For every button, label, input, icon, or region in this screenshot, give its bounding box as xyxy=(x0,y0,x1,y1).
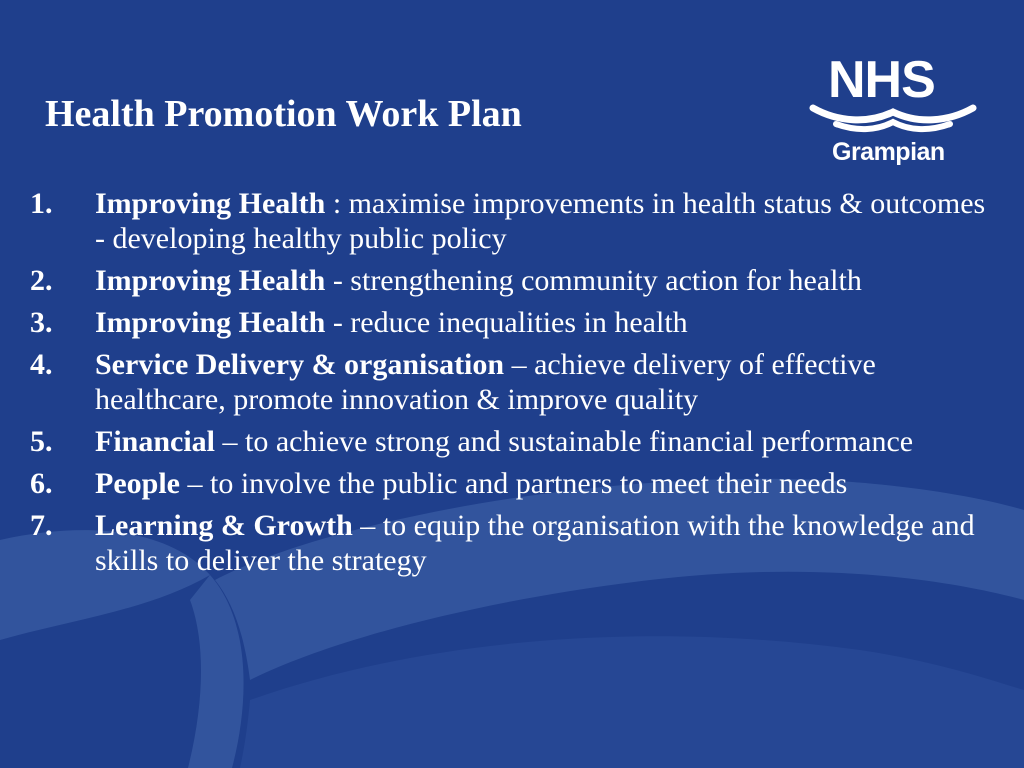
item-text xyxy=(95,347,990,417)
logo-nhs-text: NHS xyxy=(828,51,935,109)
logo-waves-icon xyxy=(808,102,978,138)
work-plan-list xyxy=(30,186,990,585)
item-text xyxy=(95,424,990,459)
list-item xyxy=(30,466,990,501)
item-text xyxy=(95,466,990,501)
item-description: - reduce inequalities in health xyxy=(325,306,688,339)
list-item xyxy=(30,186,990,256)
list-item xyxy=(30,263,990,298)
item-description: – to achieve strong and sustainable financial performance xyxy=(215,425,914,458)
item-heading: People xyxy=(95,467,180,500)
list-item xyxy=(30,347,990,417)
list-item xyxy=(30,508,990,578)
item-text xyxy=(95,305,990,340)
item-description: – to involve the public and partners to meet their needs xyxy=(179,467,848,500)
item-number: 7. xyxy=(30,509,53,542)
list-item xyxy=(30,305,990,340)
item-heading: Service Delivery & organisation xyxy=(95,348,505,381)
item-number: 5. xyxy=(30,425,53,458)
item-heading: Learning & Growth xyxy=(95,509,353,542)
item-text xyxy=(95,186,990,256)
item-number: 1. xyxy=(30,187,53,220)
item-heading: Improving Health xyxy=(95,187,326,220)
item-number: 4. xyxy=(30,348,53,381)
slide-title: Health Promotion Work Plan xyxy=(45,93,522,135)
nhs-grampian-logo xyxy=(808,51,978,176)
logo-region-text: Grampian xyxy=(832,138,945,166)
item-text xyxy=(95,508,990,578)
list-item xyxy=(30,424,990,459)
item-description: : maximise improvements in health status & outcomes - developing healthy public policy xyxy=(95,187,986,255)
swoosh-right-lower xyxy=(240,636,1024,768)
item-heading: Improving Health xyxy=(95,264,326,297)
item-description: - strengthening community action for health xyxy=(325,264,862,297)
item-number: 2. xyxy=(30,264,53,297)
item-description: – to equip the organisation with the knowledge and skills to deliver the strategy xyxy=(95,509,975,577)
item-text xyxy=(95,263,990,298)
item-number: 6. xyxy=(30,467,53,500)
item-heading: Improving Health xyxy=(95,306,326,339)
item-number: 3. xyxy=(30,306,53,339)
item-description: – achieve delivery of effective healthcare, promote innovation & improve quality xyxy=(95,348,876,416)
item-heading: Financial xyxy=(95,425,216,458)
